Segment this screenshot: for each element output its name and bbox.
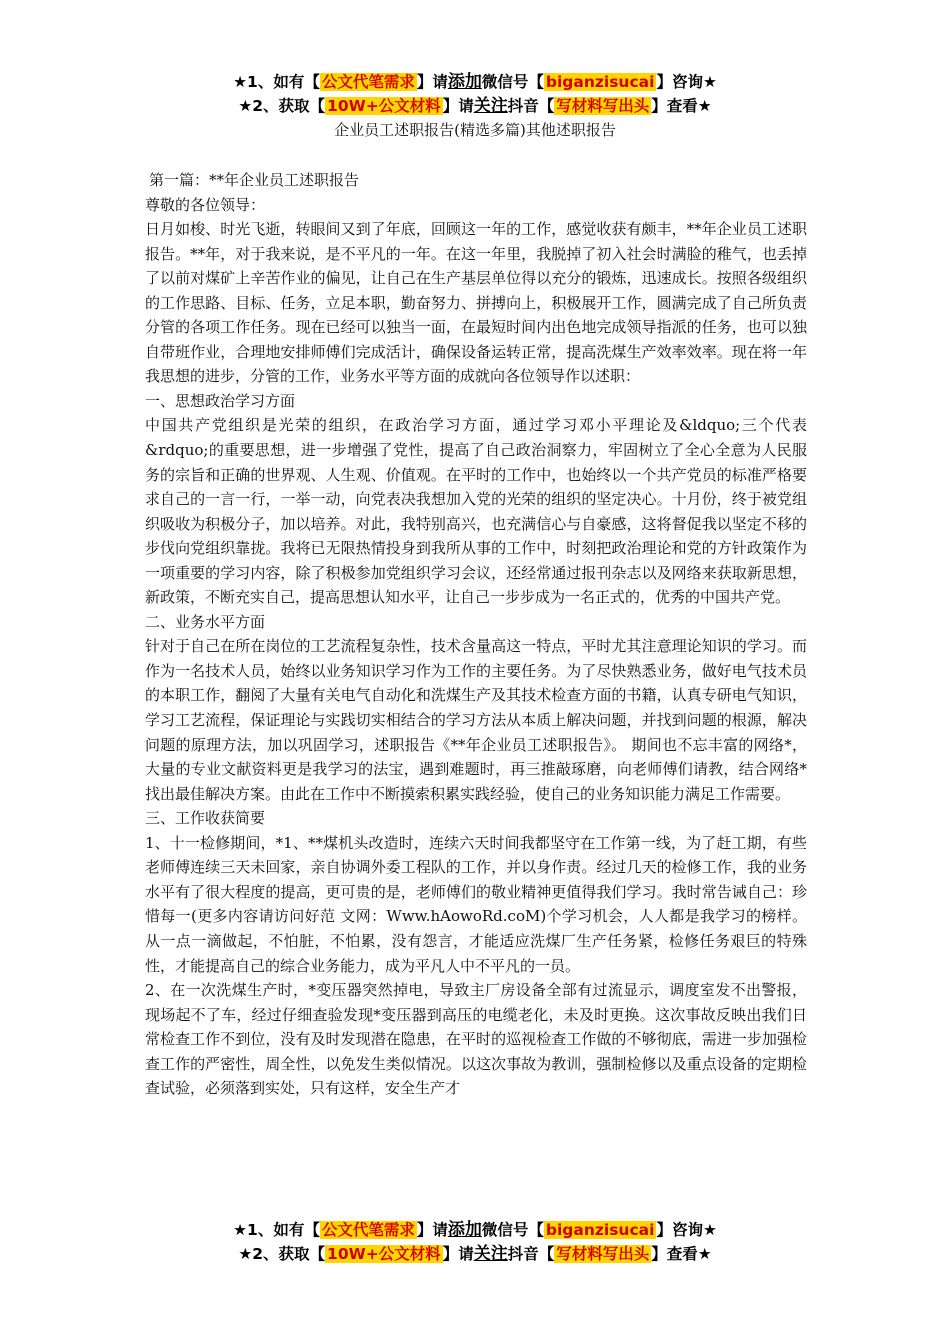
promo-text: 微信号【: [481, 73, 544, 91]
paragraph: 1、十一检修期间，*1、**煤机头改造时，连续六天时间我都坚守在工作第一线，为了赶工期，有些老师傅连续三天未回家，亲自协调外委工程队的工作，并以身作责。经过几天的检修工作，我的业务水平有了很大程度的提高，更可贵的是，老师傅们的敬业精神更值得我们学习。我时常告诫自己：珍惜每一(更多内容请访问好范 文网：Www.hAowoRd.coM)个学习机会，人人都是我学习的榜样。从一点一滴做起，不怕脏，不怕累，没有怨言，才能适应洗煤厂生产任务紧，检修任务艰巨的特殊性，才能提高自己的综合业务能力，成为平凡人中不平凡的一员。: [145, 833, 807, 975]
promo-text: ★1、如有【: [233, 1221, 320, 1239]
promo-highlight: 写材料写出头: [556, 1245, 650, 1263]
promo-banner-top: [0, 70, 950, 118]
promo-banner-bottom: [0, 1218, 950, 1266]
promo-text: 】咨询★: [656, 73, 717, 91]
document-title: 企业员工述职报告(精选多篇)其他述职报告: [334, 121, 616, 139]
promo-underline: 添加: [447, 1220, 482, 1240]
promo-highlight: 10W+公文材料: [327, 97, 441, 115]
promo-text: ★2、获取【: [238, 1245, 326, 1263]
promo-highlight: 写材料写出头: [556, 97, 650, 115]
promo-text: ★1、如有【: [233, 73, 320, 91]
document-body: [145, 168, 807, 1101]
promo-text: 】请: [416, 73, 448, 91]
promo-text: 】咨询★: [656, 1221, 717, 1239]
promo-underline: 关注: [473, 96, 508, 116]
promo-text: 】请: [442, 97, 474, 115]
promo-line-2: [0, 1242, 950, 1266]
promo-underline: 关注: [473, 1244, 508, 1264]
section-heading: 二、业务水平方面: [145, 612, 266, 631]
promo-text: 】查看★: [651, 97, 712, 115]
salutation: 尊敬的各位领导：: [145, 195, 266, 214]
promo-text: 抖音【: [507, 1245, 555, 1263]
promo-text: 】请: [416, 1221, 448, 1239]
promo-line-1: [0, 70, 950, 94]
section-heading: 三、工作收获简要: [145, 809, 266, 828]
paragraph: 2、在一次洗煤生产时，*变压器突然掉电，导致主厂房设备全部有过流显示，调度室发不出警报，现场起不了车，经过仔细查验发现*变压器到高压的电缆老化，未及时更换。这次事故反映出我们日常检查工作不到位，没有及时发现潜在隐患，在平时的巡视检查工作做的不够彻底，需进一步加强检查工作的严密性，周全性，以免发生类似情况。以这次事故为教训，强制检修以及重点设备的定期检查试验，必须落到实处，只有这样，安全生产才: [145, 981, 807, 1098]
paragraph: 中国共产党组织是光荣的组织，在政治学习方面，通过学习邓小平理论及&ldquo;三个代表&rdquo;的重要思想，进一步增强了党性，提高了自己政治洞察力，牢固树立了全心全意为人民服务的宗旨和正确的世界观、人生观、价值观。在平时的工作中，也始终以一个共产党员的标准严格要求自己的一言一行，一举一动，向党表决我想加入党的光荣的组织的坚定决心。十月份，终于被党组织吸收为积极分子，加以培养。对此，我特别高兴，也充满信心与自豪感，这将督促我以坚定不移的步伐向党组织靠拢。我将已无限热情投身到我所从事的工作中，时刻把政治理论和党的方针政策作为一项重要的学习内容，除了积极参加党组织学习会议，还经常通过报刊杂志以及网络来获取新思想，新政策，不断充实自己，提高思想认知水平，让自己一步步成为一名正式的，优秀的中国共产党。: [145, 416, 807, 607]
section-heading: 一、思想政治学习方面: [145, 391, 296, 410]
paragraph: 日月如梭、时光飞逝，转眼间又到了年底，回顾这一年的工作，感觉收获有颇丰，**年企业员工述职报告。**年，对于我来说，是不平凡的一年。在这一年里，我脱掉了初入社会时满脸的稚气，也丢掉了以前对煤矿上辛苦作业的偏见，让自己在生产基层单位得以充分的锻炼，迅速成长。按照各级组织的工作思路、目标、任务，立足本职，勤奋努力、拼搏向上，积极展开工作，圆满完成了自己所负责分管的各项工作任务。现在已经可以独当一面，在最短时间内出色地完成领导指派的任务，也可以独自带班作业，合理地安排师傅们完成活计，确保设备运转正常，提高洗煤生产效率效率。现在将一年我思想的进步，分管的工作，业务水平等方面的成就向各位领导作以述职：: [145, 220, 807, 386]
promo-highlight: biganzisucai: [545, 73, 655, 91]
promo-highlight: 公文代笔需求: [321, 73, 415, 91]
promo-text: 抖音【: [507, 97, 555, 115]
section-heading: 第一篇：**年企业员工述职报告: [149, 171, 360, 189]
paragraph: 针对于自己在所在岗位的工艺流程复杂性，技术含量高这一特点，平时尤其注意理论知识的学习。而作为一名技术人员，始终以业务知识学习作为工作的主要任务。为了尽快熟悉业务，做好电气技术员的本职工作，翻阅了大量有关电气自动化和洗煤生产及其技术检查方面的书籍，认真专研电气知识，学习工艺流程，保证理论与实践切实相结合的学习方法从本质上解决问题，并找到问题的根源，解决问题的原理方法，加以巩固学习，述职报告《**年企业员工述职报告》。 期间也不忘丰富的网络*，大量的专业文献资料更是我学习的法宝，遇到难题时，再三推敲琢磨，向老师傅们请教，结合网络*找出最佳解决方案。由此在工作中不断摸索积累实践经验，使自己的业务知识能力满足工作需要。: [145, 637, 807, 803]
promo-line-2: [0, 94, 950, 118]
promo-text: 微信号【: [481, 1221, 544, 1239]
promo-highlight: biganzisucai: [545, 1221, 655, 1239]
promo-text: ★2、获取【: [238, 97, 326, 115]
promo-text: 】请: [442, 1245, 474, 1263]
promo-underline: 添加: [447, 72, 482, 92]
promo-highlight: 公文代笔需求: [321, 1221, 415, 1239]
promo-line-1: [0, 1218, 950, 1242]
promo-text: 】查看★: [651, 1245, 712, 1263]
promo-highlight: 10W+公文材料: [327, 1245, 441, 1263]
